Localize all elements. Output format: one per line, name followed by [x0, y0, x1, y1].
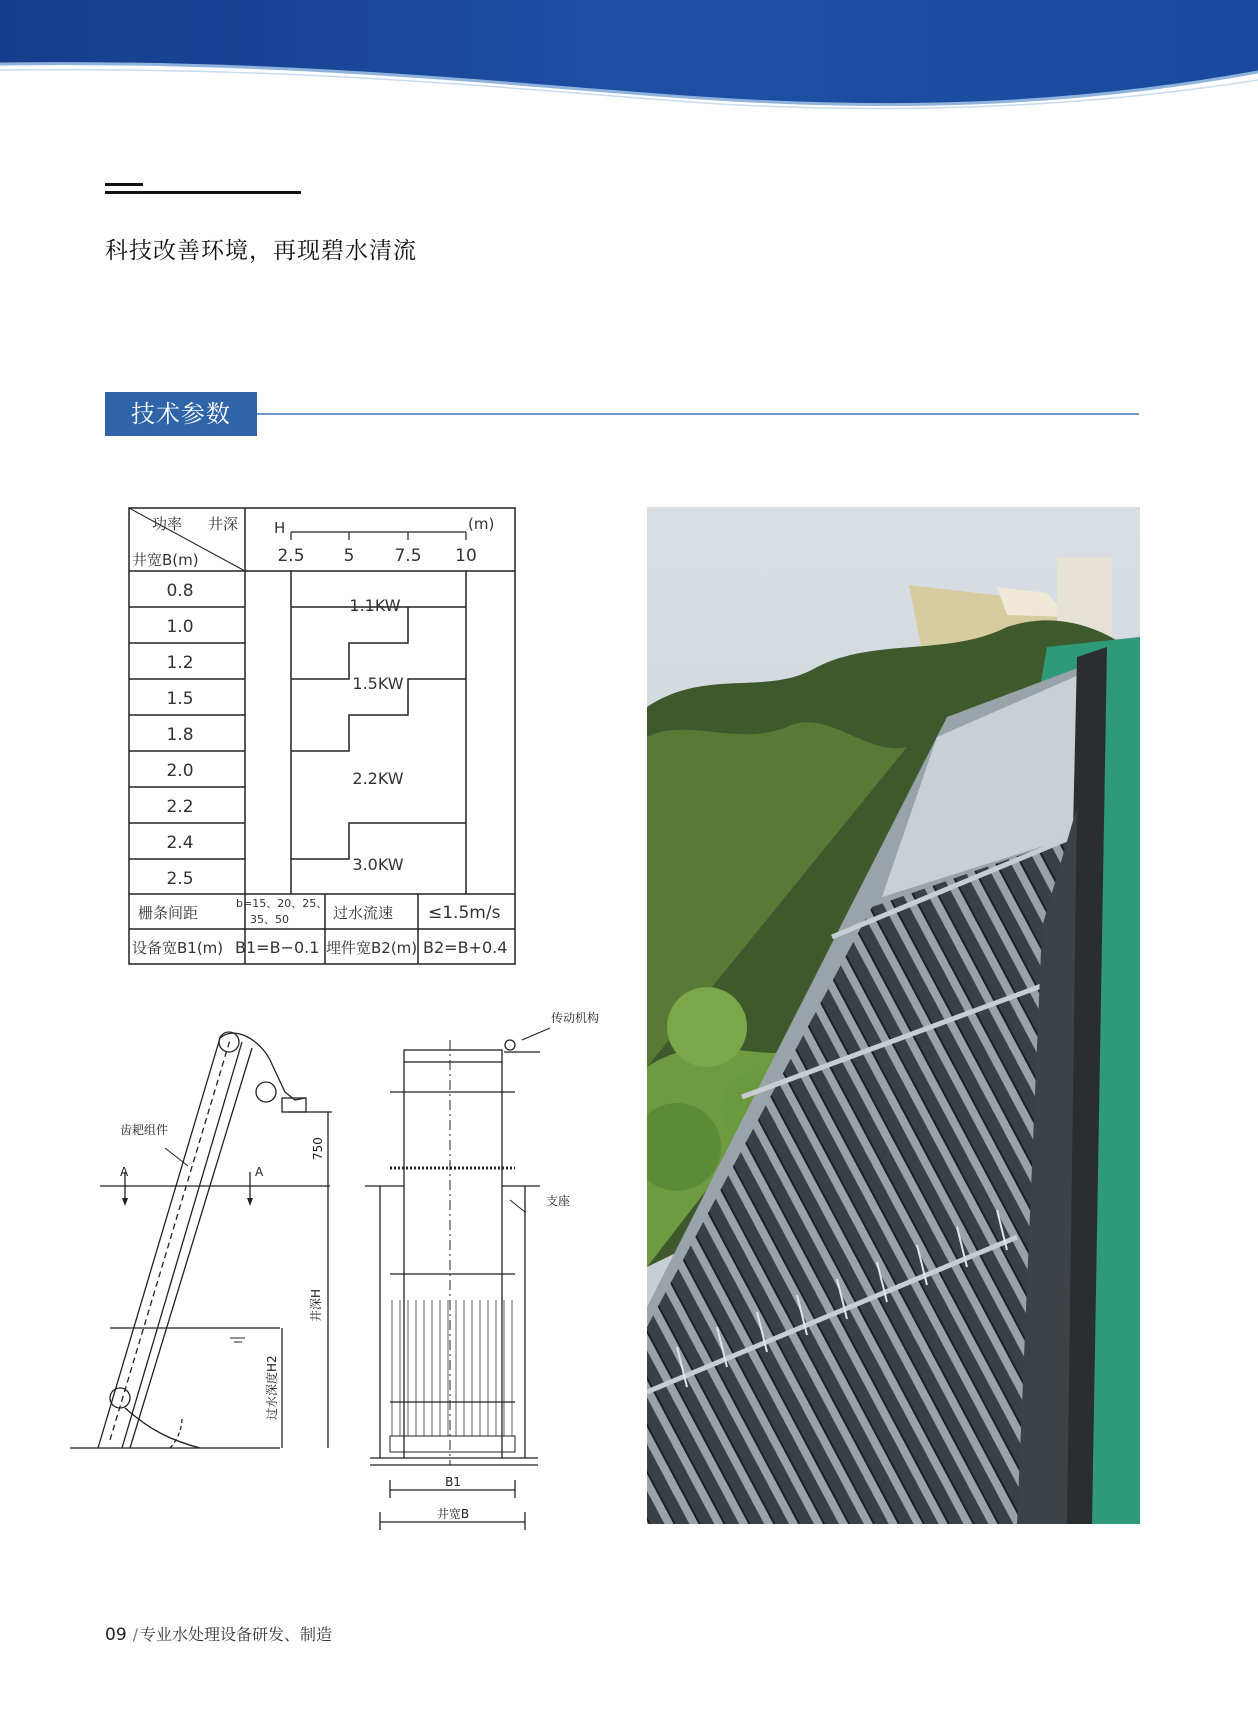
- technical-drawings: [70, 1000, 630, 1530]
- support-label: 支座: [546, 1194, 571, 1208]
- width-value: 2.5: [166, 869, 194, 889]
- width-value: 1.8: [166, 725, 194, 745]
- depth-axis-unit: (m): [468, 515, 495, 533]
- tagline: 科技改善环境，再现碧水清流: [105, 238, 417, 264]
- power-label: 2.2KW: [352, 769, 404, 788]
- b1-label: B1: [445, 1475, 461, 1489]
- width-value: 2.2: [166, 797, 194, 817]
- depth-tick: 10: [455, 546, 477, 566]
- section-title: 技术参数: [105, 392, 257, 436]
- well-depth-label: 井深H: [309, 1288, 323, 1322]
- footer-separator: /: [132, 1625, 139, 1644]
- power-label: 1.5KW: [352, 674, 404, 693]
- embed-width-label: 埋件宽B2(m): [326, 939, 418, 957]
- spec-table: [128, 507, 516, 965]
- dim-750-label: 750: [311, 1137, 325, 1160]
- equip-width-value: B1=B−0.1: [235, 938, 320, 957]
- width-value: 2.0: [166, 761, 194, 781]
- drive-mechanism-label: 传动机构: [550, 1011, 600, 1025]
- width-value: 1.5: [166, 689, 194, 709]
- flow-speed-value: ≤1.5m/s: [428, 903, 501, 923]
- width-value: 0.8: [166, 581, 194, 601]
- flow-speed-label: 过水流速: [333, 904, 394, 922]
- power-label: 3.0KW: [352, 855, 404, 874]
- page-footer: [105, 1622, 332, 1645]
- product-photo: [647, 507, 1140, 1524]
- well-width-label: 井宽B: [436, 1507, 470, 1521]
- section-divider: [257, 413, 1139, 415]
- width-value: 1.2: [166, 653, 194, 673]
- rake-assembly-label: 齿耙组件: [120, 1123, 169, 1137]
- width-value: 2.4: [166, 833, 194, 853]
- footer-text: 专业水处理设备研发、制造: [140, 1625, 333, 1644]
- section-mark: A: [255, 1165, 264, 1179]
- section-mark: A: [120, 1165, 129, 1179]
- power-label: 1.1KW: [349, 596, 401, 615]
- depth-tick: 7.5: [394, 546, 422, 566]
- corner-depth-label: 井深: [208, 515, 239, 533]
- depth-axis-label: H: [274, 519, 286, 537]
- decorative-rule: [105, 191, 301, 194]
- equip-width-label: 设备宽B1(m): [132, 939, 224, 957]
- embed-width-value: B2=B+0.4: [423, 938, 508, 957]
- front-view-drawing: [365, 1028, 550, 1530]
- water-depth-label: 过水深度H2: [265, 1355, 279, 1420]
- depth-tick: 5: [343, 546, 355, 566]
- bar-spacing-label: 栅条间距: [138, 904, 199, 922]
- header-banner: [0, 0, 1258, 110]
- corner-power-label: 功率: [152, 515, 183, 533]
- bar-spacing-value: b=15、20、25、: [236, 897, 328, 910]
- depth-tick: 2.5: [277, 546, 305, 566]
- side-view-drawing: [70, 1032, 332, 1448]
- page-number: 09: [105, 1625, 127, 1645]
- width-value: 1.0: [166, 617, 194, 637]
- corner-width-label: 井宽B(m): [132, 551, 199, 569]
- bar-spacing-value: 35、50: [250, 913, 289, 926]
